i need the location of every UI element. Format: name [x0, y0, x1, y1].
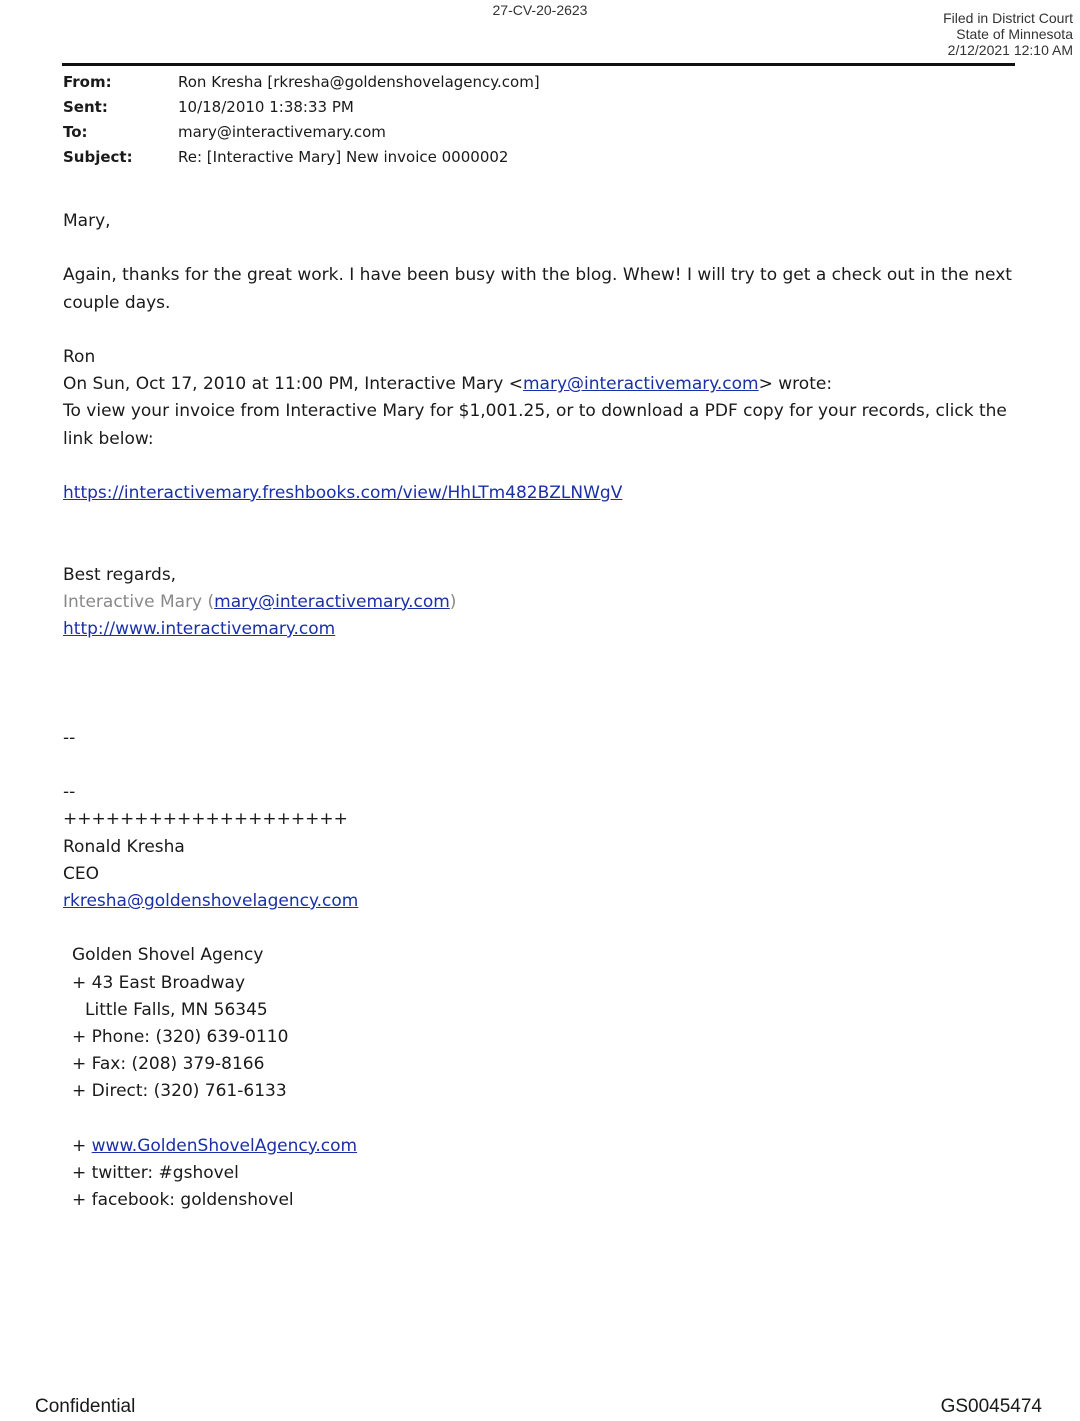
case-number: 27-CV-20-2623 — [492, 2, 588, 18]
quote-intro-suffix: > wrote: — [758, 374, 833, 395]
fax-line: + Fax: (208) 379-8166 — [72, 1054, 265, 1075]
header-divider — [62, 63, 1015, 66]
from-value: Ron Kresha [rkresha@goldenshovelagency.com] — [178, 73, 540, 91]
email-header — [63, 70, 540, 170]
invoice-link[interactable]: https://interactivemary.freshbooks.com/view/HhLTm482BZLNWgV — [63, 482, 623, 503]
signature-separator-2: -- — [63, 782, 76, 803]
from-row — [63, 70, 540, 95]
to-value: mary@interactivemary.com — [178, 123, 386, 141]
ron-email-line — [63, 888, 1013, 915]
facebook-line: + facebook: goldenshovel — [72, 1190, 294, 1211]
twitter-line: + twitter: #gshovel — [72, 1162, 239, 1183]
mary-signature-name: Interactive Mary ( — [63, 591, 215, 612]
subject-label: Subject: — [63, 148, 133, 166]
quoted-invoice-text: To view your invoice from Interactive Mary for $1,001.25, or to download a PDF copy for your records, click the link below: — [63, 401, 1007, 449]
company-website-link[interactable]: www.GoldenShovelAgency.com — [91, 1135, 358, 1156]
sent-row — [63, 95, 540, 120]
greeting: Mary, — [63, 211, 111, 231]
quote-email-link[interactable]: mary@interactivemary.com — [522, 374, 759, 395]
filing-stamp-line2: State of Minnesota — [956, 26, 1073, 42]
subject-value: Re: [Interactive Mary] New invoice 0000002 — [178, 148, 509, 166]
sender-signoff: Ron — [63, 346, 96, 367]
address-line1: + 43 East Broadway — [72, 972, 246, 993]
sent-label: Sent: — [63, 98, 108, 116]
invoice-link-line — [63, 480, 1013, 507]
quote-intro — [63, 371, 1013, 398]
message-paragraph: Again, thanks for the great work. I have been busy with the blog. Whew! I will try to get a check out in the next couple days. — [63, 265, 1012, 313]
ron-name: Ronald Kresha — [63, 836, 185, 857]
confidential-label: Confidential — [35, 1396, 136, 1417]
mary-signature-close: ) — [449, 591, 457, 612]
website-line — [63, 1133, 1013, 1160]
mary-website-link[interactable]: http://www.interactivemary.com — [63, 618, 336, 639]
phone-line: + Phone: (320) 639-0110 — [72, 1026, 289, 1047]
regards: Best regards, — [63, 564, 177, 585]
to-row — [63, 120, 540, 145]
signature-separator: -- — [63, 727, 76, 748]
to-label: To: — [63, 123, 88, 141]
sent-value: 10/18/2010 1:38:33 PM — [178, 98, 354, 116]
ron-email-link[interactable]: rkresha@goldenshovelagency.com — [63, 890, 359, 911]
email-body — [63, 208, 1013, 1214]
mary-signature-email-link[interactable]: mary@interactivemary.com — [214, 591, 450, 612]
filing-stamp — [943, 10, 1073, 58]
filing-stamp-line3: 2/12/2021 12:10 AM — [947, 42, 1073, 58]
website-prefix: + — [72, 1135, 92, 1156]
ron-title: CEO — [63, 863, 99, 884]
company-name: Golden Shovel Agency — [72, 945, 264, 966]
mary-signature — [63, 589, 1013, 616]
filing-stamp-line1: Filed in District Court — [943, 10, 1073, 26]
from-label: From: — [63, 73, 112, 91]
quote-intro-text: On Sun, Oct 17, 2010 at 11:00 PM, Interactive Mary < — [63, 374, 523, 395]
mary-website-line — [63, 616, 1013, 643]
bates-number: GS0045474 — [940, 1396, 1042, 1417]
subject-row — [63, 145, 540, 170]
direct-line: + Direct: (320) 761-6133 — [72, 1081, 287, 1102]
address-line2: Little Falls, MN 56345 — [85, 999, 268, 1020]
plus-divider: ++++++++++++++++++++ — [63, 809, 348, 830]
